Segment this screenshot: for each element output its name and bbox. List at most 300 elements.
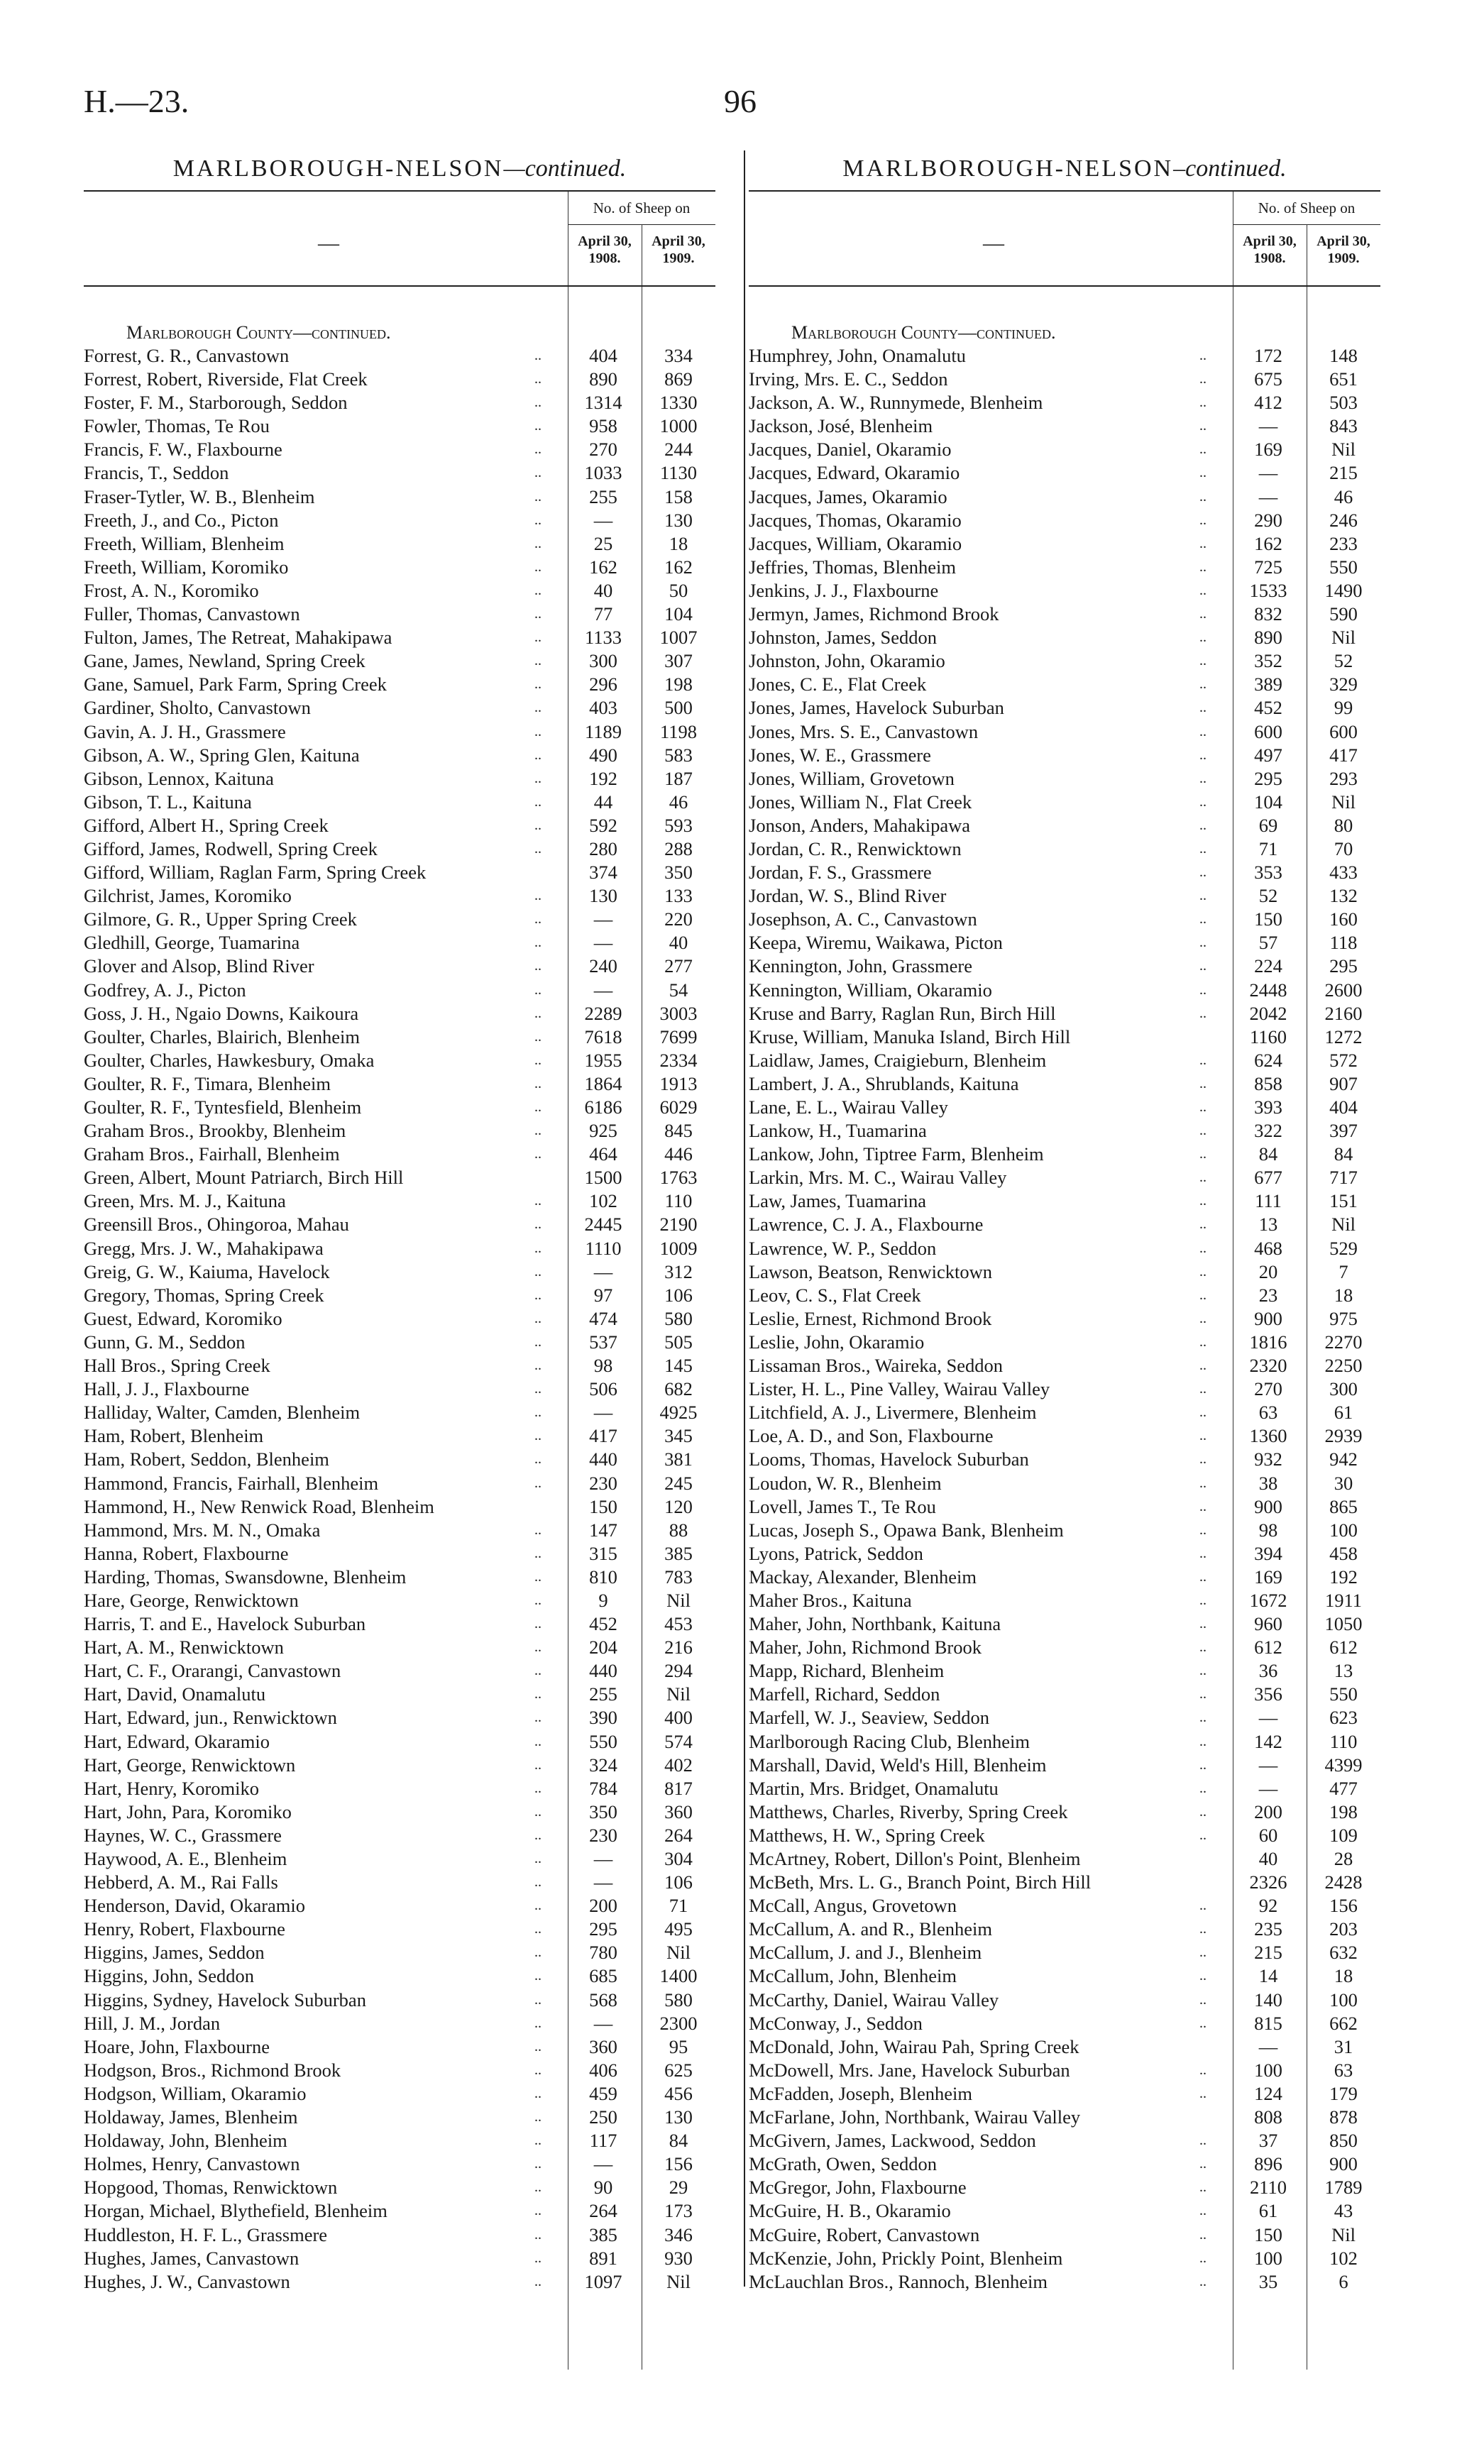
leader-dots: ..	[534, 1028, 542, 1045]
sheep-1909-cell: 632	[1329, 1942, 1358, 1964]
table-row	[84, 1448, 715, 1471]
owner-name-cell: Ham, Robert, Blenheim	[84, 1425, 264, 1447]
leader-dots: ..	[1199, 747, 1207, 763]
sheep-1908-cell: 102	[589, 1190, 617, 1212]
sheep-1908-cell: —	[593, 1848, 613, 1869]
table-row	[749, 1424, 1380, 1448]
leader-dots: ..	[1199, 1756, 1207, 1773]
sheep-1908-cell: 1500	[584, 1167, 622, 1189]
year-1909-header: April 30, 1909.	[1317, 233, 1370, 266]
sheep-1908-cell: 393	[1254, 1096, 1282, 1118]
owner-name-cell: Hart, John, Para, Koromiko	[84, 1800, 292, 1822]
leader-dots: ..	[534, 1075, 542, 1091]
sheep-1908-cell: 40	[1258, 1848, 1278, 1869]
table-row	[84, 2247, 715, 2270]
leader-dots: ..	[1199, 559, 1207, 575]
owner-name-cell: Graham Bros., Brookby, Blenheim	[84, 1120, 346, 1142]
owner-name-cell: Francis, T., Seddon	[84, 462, 229, 484]
sheep-1908-cell: —	[1258, 415, 1278, 437]
owner-name-cell: Goss, J. H., Ngaio Downs, Kaikoura	[84, 1002, 359, 1024]
sheep-1908-cell: 925	[589, 1120, 617, 1142]
column-divider	[744, 150, 745, 2287]
table-row	[84, 1659, 715, 1683]
leader-dots: ..	[534, 1945, 542, 1961]
owner-name-cell: Lyons, Patrick, Seddon	[749, 1542, 923, 1564]
table-row	[84, 1918, 715, 1941]
table-row	[749, 696, 1380, 720]
owner-name-cell: Gregg, Mrs. J. W., Mahakipawa	[84, 1237, 324, 1259]
table-row	[749, 391, 1380, 414]
owner-name-cell: McKenzie, John, Prickly Point, Blenheim	[749, 2247, 1063, 2269]
table-row	[749, 744, 1380, 767]
owner-name-cell: Jonson, Anders, Mahakipawa	[749, 814, 971, 836]
table-row	[84, 1002, 715, 1025]
leader-dots: ..	[534, 1522, 542, 1538]
sheep-1908-cell: 204	[589, 1637, 617, 1659]
sheep-1909-cell: 583	[664, 744, 693, 766]
leader-dots: ..	[1199, 723, 1207, 739]
table-row	[84, 1166, 715, 1189]
table-row	[84, 814, 715, 837]
sheep-1909-cell: 600	[1329, 720, 1358, 742]
sheep-1908-cell: 624	[1254, 1049, 1282, 1071]
sheep-1908-cell: 1360	[1249, 1425, 1287, 1447]
table-row	[84, 2082, 715, 2106]
sheep-1908-cell: 169	[1254, 1566, 1282, 1588]
sheep-1908-cell: 406	[589, 2059, 617, 2081]
sheep-1909-cell: 1490	[1324, 579, 1363, 601]
table-row	[749, 1189, 1380, 1213]
owner-name-cell: Harding, Thomas, Swansdowne, Blenheim	[84, 1566, 407, 1588]
sheep-1909-cell: 346	[664, 2223, 693, 2245]
owner-name-cell: Hart, A. M., Renwicktown	[84, 1637, 284, 1659]
sheep-1909-cell: 106	[664, 1871, 693, 1893]
leader-dots: ..	[534, 2156, 542, 2172]
table-row	[749, 2035, 1380, 2059]
sheep-1909-cell: 2190	[659, 1214, 698, 1236]
table-row	[749, 1847, 1380, 1871]
leader-dots: ..	[1199, 2015, 1207, 2031]
sheep-1909-cell: 304	[664, 1848, 693, 1869]
sheep-1908-cell: —	[593, 2012, 613, 2034]
sheep-1909-cell: 233	[1329, 532, 1358, 554]
sheep-1909-cell: Nil	[666, 1589, 691, 1611]
owner-name-cell: Larkin, Mrs. M. C., Wairau Valley	[749, 1167, 1007, 1189]
sheep-1909-cell: 6	[1339, 2270, 1348, 2292]
table-row	[749, 1354, 1380, 1377]
sheep-1908-cell: 264	[589, 2200, 617, 2222]
sheep-1908-cell: 352	[1254, 650, 1282, 672]
owner-name-cell: Jenkins, J. J., Flaxbourne	[749, 579, 939, 601]
owner-name-cell: Gilchrist, James, Koromiko	[84, 885, 292, 907]
sheep-1908-cell: 1097	[584, 2270, 622, 2292]
owner-name-cell: Freeth, William, Koromiko	[84, 556, 289, 578]
table-row	[84, 1096, 715, 1119]
owner-name-cell: Law, James, Tuamarina	[749, 1190, 926, 1212]
sheep-1909-cell: 118	[1329, 932, 1358, 954]
owner-name-cell: Lane, E. L., Wairau Valley	[749, 1096, 948, 1118]
owner-name-cell: Greensill Bros., Ohingoroa, Mahau	[84, 1214, 349, 1236]
leader-dots: ..	[534, 559, 542, 575]
leader-dots: ..	[1199, 1686, 1207, 1703]
table-row	[749, 861, 1380, 884]
sheep-1909-cell: 158	[664, 485, 693, 507]
leader-dots: ..	[1199, 888, 1207, 904]
leader-dots: ..	[1199, 840, 1207, 857]
sheep-1909-cell: 446	[664, 1143, 693, 1165]
owner-name-cell: Kruse, William, Manuka Island, Birch Hill	[749, 1025, 1071, 1047]
table-row	[84, 1754, 715, 1777]
sheep-1908-cell: 92	[1258, 1895, 1278, 1917]
leader-dots: ..	[1199, 1545, 1207, 1561]
sheep-1908-cell: 69	[1258, 814, 1278, 836]
sheep-1909-cell: 312	[664, 1260, 693, 1282]
sheep-1909-cell: 477	[1329, 1777, 1358, 1799]
table-row	[749, 2152, 1380, 2176]
sheep-1908-cell: 162	[589, 556, 617, 578]
owner-name-cell: Henry, Robert, Flaxbourne	[84, 1918, 285, 1940]
table-row	[749, 814, 1380, 837]
sheep-1909-cell: 130	[664, 509, 693, 531]
sheep-1909-cell: 264	[664, 1824, 693, 1846]
leader-dots: ..	[534, 911, 542, 928]
owner-name-cell: Lister, H. L., Pine Valley, Wairau Valley	[749, 1378, 1050, 1400]
table-row	[84, 603, 715, 626]
table-row	[749, 414, 1380, 438]
leader-dots: ..	[534, 2109, 542, 2125]
sheep-1908-cell: 685	[589, 1965, 617, 1987]
leader-dots: ..	[1199, 2226, 1207, 2243]
leader-dots: ..	[534, 1663, 542, 1679]
table-row	[84, 1636, 715, 1659]
table-row	[84, 391, 715, 414]
owner-name-cell: Leov, C. S., Flat Creek	[749, 1284, 921, 1306]
table-row	[84, 1941, 715, 1964]
sheep-1909-cell: 110	[664, 1190, 693, 1212]
sheep-1908-cell: 350	[589, 1800, 617, 1822]
leader-dots: ..	[1199, 1780, 1207, 1796]
sheep-1909-cell: 865	[1329, 1495, 1358, 1517]
leader-dots: ..	[534, 1475, 542, 1491]
sheep-1909-cell: 99	[1334, 697, 1353, 719]
table-row	[84, 2199, 715, 2223]
sheep-1908-cell: 296	[589, 673, 617, 695]
owner-name-cell: Fraser-Tytler, W. B., Blenheim	[84, 485, 315, 507]
leader-dots: ..	[1199, 1898, 1207, 1914]
sheep-1909-cell: 7	[1339, 1260, 1348, 1282]
leader-dots: ..	[534, 1756, 542, 1773]
sheep-1908-cell: 474	[589, 1307, 617, 1329]
owner-name-cell: Freeth, J., and Co., Picton	[84, 509, 279, 531]
table-body	[84, 287, 715, 2294]
no-of-sheep-header: No. of Sheep on	[568, 192, 715, 225]
owner-name-cell: Forrest, G. R., Canvastown	[84, 345, 290, 366]
sheep-1908-cell: 1816	[1249, 1331, 1287, 1353]
sheep-1909-cell: 900	[1329, 2153, 1358, 2175]
table-row	[84, 649, 715, 673]
leader-dots: ..	[1199, 1263, 1207, 1280]
leader-dots: ..	[1199, 395, 1207, 411]
sheep-1909-cell: 132	[1329, 885, 1358, 907]
table-row	[749, 837, 1380, 861]
owner-name-cell: Jones, W. E., Grassmere	[749, 744, 931, 766]
sheep-1909-cell: 402	[664, 1754, 693, 1776]
owner-name-cell: Lawrence, W. P., Seddon	[749, 1237, 937, 1259]
sheep-1908-cell: 412	[1254, 392, 1282, 414]
sheep-1909-cell: 84	[669, 2130, 688, 2152]
leader-dots: ..	[1199, 1498, 1207, 1514]
sheep-1908-cell: —	[593, 1260, 613, 1282]
owner-name-cell: Hart, George, Renwicktown	[84, 1754, 296, 1776]
leader-dots: ..	[534, 1333, 542, 1350]
sheep-1909-cell: 2160	[1324, 1002, 1363, 1024]
sheep-1909-cell: 843	[1329, 415, 1358, 437]
owner-name-cell: Marlborough Racing Club, Blenheim	[749, 1730, 1030, 1752]
owner-name-cell: Jeffries, Thomas, Blenheim	[749, 556, 956, 578]
sheep-1909-cell: 52	[1334, 650, 1353, 672]
sheep-1909-cell: 31	[1334, 2035, 1353, 2057]
owner-name-cell: Matthews, Charles, Riverby, Spring Creek	[749, 1800, 1068, 1822]
sheep-1908-cell: 150	[589, 1495, 617, 1517]
table-row	[749, 1119, 1380, 1143]
owner-name-cell: Jones, C. E., Flat Creek	[749, 673, 927, 695]
owner-name-cell: Halliday, Walter, Camden, Blenheim	[84, 1402, 361, 1424]
sheep-1909-cell: 1198	[659, 720, 698, 742]
owner-name-cell: Loudon, W. R., Blenheim	[749, 1472, 942, 1494]
sheep-1909-cell: 612	[1329, 1637, 1358, 1659]
owner-name-cell: Huddleston, H. F. L., Grassmere	[84, 2223, 328, 2245]
leader-dots: ..	[1199, 629, 1207, 646]
table-row	[84, 438, 715, 461]
sheep-1908-cell: 7618	[584, 1025, 622, 1047]
sheep-1908-cell: 172	[1254, 345, 1282, 366]
sheep-1908-cell: 52	[1258, 885, 1278, 907]
sheep-1908-cell: 784	[589, 1777, 617, 1799]
table-row	[749, 2199, 1380, 2223]
sheep-1908-cell: 440	[589, 1660, 617, 1682]
sheep-1909-cell: 102	[1329, 2247, 1358, 2269]
table-row	[84, 908, 715, 931]
sheep-1909-cell: 1400	[659, 1965, 698, 1987]
table-row	[749, 1542, 1380, 1566]
leader-dots: ..	[534, 1358, 542, 1374]
sheep-1908-cell: 832	[1254, 603, 1282, 625]
owner-name-cell: Lambert, J. A., Shrublands, Kaituna	[749, 1072, 1019, 1094]
leader-dots: ..	[1199, 864, 1207, 881]
sheep-1909-cell: 453	[664, 1613, 693, 1635]
sheep-1909-cell: 717	[1329, 1167, 1358, 1189]
sheep-1909-cell: 975	[1329, 1307, 1358, 1329]
sheep-1909-cell: 1050	[1324, 1613, 1363, 1635]
sheep-1909-cell: 623	[1329, 1707, 1358, 1729]
table-header	[749, 190, 1380, 287]
leader-dots: ..	[1199, 1193, 1207, 1209]
sheep-1909-cell: Nil	[666, 1942, 691, 1964]
owner-name-cell: Gilmore, G. R., Upper Spring Creek	[84, 908, 357, 930]
leader-dots: ..	[534, 888, 542, 904]
sheep-1909-cell: 572	[1329, 1049, 1358, 1071]
sheep-1909-cell: 245	[664, 1472, 693, 1494]
table-row	[749, 767, 1380, 791]
sheep-1908-cell: 142	[1254, 1730, 1282, 1752]
sheep-1909-cell: 61	[1334, 1402, 1353, 1424]
leader-dots: ..	[1199, 1099, 1207, 1115]
owner-name-cell: Marshall, David, Weld's Hill, Blenheim	[749, 1754, 1047, 1776]
sheep-1909-cell: 109	[1329, 1824, 1358, 1846]
sheep-1908-cell: 537	[589, 1331, 617, 1353]
sheep-1909-cell: 160	[1329, 908, 1358, 930]
table-row	[84, 1800, 715, 1824]
sheep-1908-cell: —	[593, 932, 613, 954]
owner-name-cell: Lissaman Bros., Waireka, Seddon	[749, 1355, 1004, 1377]
sheep-1909-cell: 503	[1329, 392, 1358, 414]
table-row	[84, 931, 715, 955]
table-row	[749, 2106, 1380, 2129]
sheep-1908-cell: —	[593, 2153, 613, 2175]
leader-dots: ..	[1199, 1052, 1207, 1068]
sheep-1909-cell: 95	[669, 2035, 688, 2057]
sheep-1909-cell: 334	[664, 345, 693, 366]
sheep-1909-cell: 54	[669, 979, 688, 1001]
sheep-1909-cell: Nil	[666, 1683, 691, 1705]
owner-name-cell: McCarthy, Daniel, Wairau Valley	[749, 1989, 999, 2011]
table-row	[749, 626, 1380, 649]
table-row	[749, 979, 1380, 1002]
sheep-1909-cell: 40	[669, 932, 688, 954]
leader-dots: ..	[534, 1639, 542, 1656]
sheep-1908-cell: 150	[1254, 908, 1282, 930]
sheep-1909-cell: 220	[664, 908, 693, 930]
table-row	[749, 1472, 1380, 1495]
sheep-1909-cell: 203	[1329, 1918, 1358, 1940]
table-row	[84, 509, 715, 532]
sheep-1908-cell: 169	[1254, 439, 1282, 461]
sheep-1909-cell: 1911	[1324, 1589, 1363, 1611]
owner-name-cell: Humphrey, John, Onamalutu	[749, 345, 966, 366]
table-row	[84, 2035, 715, 2059]
sheep-1908-cell: 808	[1254, 2106, 1282, 2128]
table-row	[749, 1566, 1380, 1589]
table-row	[84, 1777, 715, 1800]
sheep-1909-cell: 156	[1329, 1895, 1358, 1917]
sheep-1908-cell: 44	[593, 791, 613, 813]
sheep-1909-cell: 179	[1329, 2082, 1358, 2104]
table-row	[749, 2247, 1380, 2270]
owner-name-cell: McArtney, Robert, Dillon's Point, Blenheim	[749, 1848, 1081, 1869]
sheep-1909-cell: 458	[1329, 1542, 1358, 1564]
owner-name-cell: Holmes, Henry, Canvastown	[84, 2153, 300, 2175]
sheep-1909-cell: 162	[664, 556, 693, 578]
sheep-1908-cell: 780	[589, 1942, 617, 1964]
sheep-1909-cell: 500	[664, 697, 693, 719]
leader-dots: ..	[1199, 1803, 1207, 1820]
sheep-1908-cell: 100	[1254, 2059, 1282, 2081]
sheep-1908-cell: 192	[589, 767, 617, 789]
owner-name-cell: Kennington, John, Grassmere	[749, 955, 972, 977]
sheep-1908-cell: 104	[1254, 791, 1282, 813]
table-row	[749, 2012, 1380, 2035]
owner-name-cell: Hammond, Mrs. M. N., Omaka	[84, 1519, 321, 1541]
leader-dots: ..	[534, 1146, 542, 1162]
table-row	[84, 344, 715, 368]
table-row	[749, 1612, 1380, 1636]
sheep-1908-cell: 111	[1255, 1190, 1282, 1212]
leader-dots: ..	[534, 981, 542, 998]
sheep-1908-cell: 506	[589, 1378, 617, 1400]
sheep-1908-cell: 353	[1254, 862, 1282, 884]
owner-name-cell: Ham, Robert, Seddon, Blenheim	[84, 1448, 329, 1470]
table-row	[84, 1706, 715, 1729]
sheep-1908-cell: 452	[1254, 697, 1282, 719]
sheep-1909-cell: 2300	[659, 2012, 698, 2034]
owner-name-cell: Gledhill, George, Tuamarina	[84, 932, 300, 954]
sheep-1908-cell: 960	[1254, 1613, 1282, 1635]
table-row	[84, 461, 715, 485]
sheep-1908-cell: 63	[1258, 1402, 1278, 1424]
owner-name-cell: Gardiner, Sholto, Canvastown	[84, 697, 311, 719]
leader-dots: ..	[1199, 1404, 1207, 1421]
sheep-1909-cell: Nil	[1331, 627, 1356, 649]
leader-dots: ..	[1199, 1287, 1207, 1303]
owner-name-cell: Glover and Alsop, Blind River	[84, 955, 314, 977]
sheep-1908-cell: 98	[593, 1355, 613, 1377]
table-row	[84, 2176, 715, 2199]
sheep-1909-cell: 288	[664, 837, 693, 859]
sheep-1908-cell: 1955	[584, 1049, 622, 1071]
table-row	[749, 649, 1380, 673]
sheep-1909-cell: 550	[1329, 556, 1358, 578]
sheep-1908-cell: —	[1258, 1754, 1278, 1776]
owner-name-cell: Hare, George, Renwicktown	[84, 1589, 299, 1611]
leader-dots: ..	[534, 348, 542, 363]
table-row	[749, 1706, 1380, 1729]
table-row	[749, 1800, 1380, 1824]
leader-dots: ..	[1199, 512, 1207, 528]
sheep-1908-cell: 592	[589, 814, 617, 836]
sheep-1909-cell: 590	[1329, 603, 1358, 625]
sheep-1908-cell: 25	[593, 532, 613, 554]
table-row	[749, 556, 1380, 579]
sheep-1909-cell: 6029	[659, 1096, 698, 1118]
leader-dots: ..	[534, 1545, 542, 1561]
table-row	[749, 1401, 1380, 1424]
owner-name-cell: McLauchlan Bros., Rannoch, Blenheim	[749, 2270, 1048, 2292]
name-column-header: —	[318, 231, 339, 255]
sheep-1909-cell: 307	[664, 650, 693, 672]
owner-name-cell: McDonald, John, Wairau Pah, Spring Creek	[749, 2035, 1079, 2057]
leader-dots: ..	[534, 1827, 542, 1843]
owner-name-cell: Gibson, T. L., Kaituna	[84, 791, 252, 813]
leader-dots: ..	[534, 1991, 542, 2008]
owner-name-cell: Henderson, David, Okaramio	[84, 1895, 306, 1917]
sheep-1908-cell: 2110	[1249, 2177, 1287, 2199]
owner-name-cell: Looms, Thomas, Havelock Suburban	[749, 1448, 1029, 1470]
sheep-1909-cell: 104	[664, 603, 693, 625]
sheep-1909-cell: 417	[1329, 744, 1358, 766]
owner-name-cell: McCallum, A. and R., Blenheim	[749, 1918, 992, 1940]
sheep-1908-cell: —	[1258, 462, 1278, 484]
sheep-1909-cell: 350	[664, 862, 693, 884]
leader-dots: ..	[1199, 488, 1207, 505]
leader-dots: ..	[1199, 1075, 1207, 1091]
owner-name-cell: Loe, A. D., and Son, Flaxbourne	[749, 1425, 994, 1447]
table-row	[749, 1964, 1380, 1988]
table-row	[84, 1472, 715, 1495]
owner-name-cell: Higgins, Sydney, Havelock Suburban	[84, 1989, 366, 2011]
sheep-1909-cell: 580	[664, 1989, 693, 2011]
sheep-1908-cell: —	[1258, 1777, 1278, 1799]
table-row	[749, 1871, 1380, 1894]
